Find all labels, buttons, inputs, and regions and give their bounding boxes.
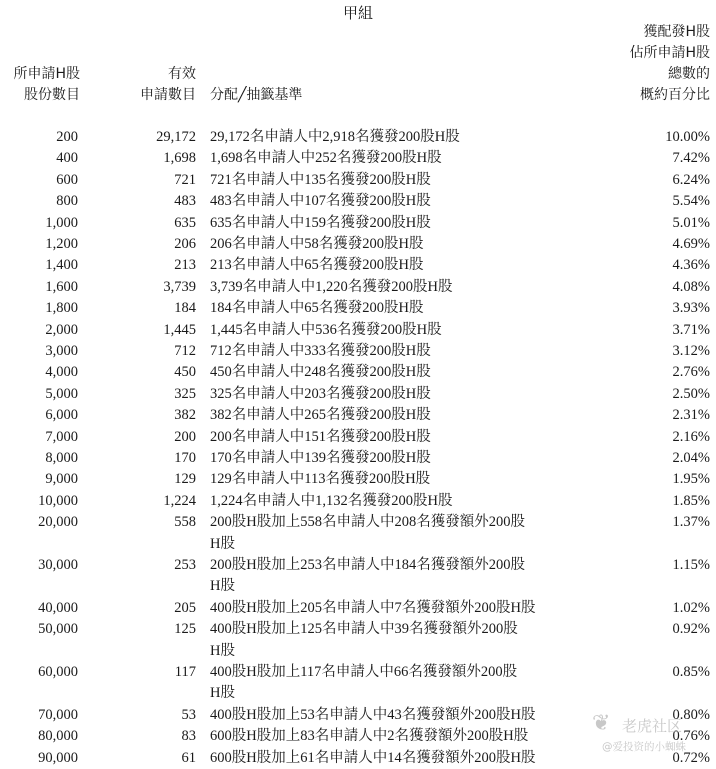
cell-approx-percentage: 0.72% bbox=[672, 749, 710, 766]
cell-allocation-basis bbox=[210, 662, 582, 705]
cell-valid-applications: 53 bbox=[181, 706, 196, 723]
cell-approx-percentage: 1.37% bbox=[672, 514, 710, 531]
header-approx-percentage-line2: 佔所申請H股 bbox=[629, 45, 710, 61]
table-row bbox=[0, 170, 716, 191]
header-approx-percentage-line3: 總數的 bbox=[668, 66, 710, 82]
table-row bbox=[0, 148, 716, 169]
allocation-basis-line: 600股H股加上83名申請人中2名獲發額外200股H股 bbox=[210, 728, 529, 745]
cell-valid-applications: 558 bbox=[174, 514, 196, 531]
table-row bbox=[0, 405, 716, 426]
cell-shares-applied: 7,000 bbox=[45, 428, 78, 445]
cell-valid-applications: 170 bbox=[174, 450, 196, 466]
cell-valid-applications: 253 bbox=[174, 557, 196, 573]
cell-allocation-basis bbox=[210, 512, 582, 555]
cell-allocation-basis bbox=[210, 427, 582, 448]
cell-allocation-basis bbox=[210, 448, 582, 469]
table-row bbox=[0, 234, 716, 255]
cell-valid-applications: 200 bbox=[174, 428, 196, 445]
cell-shares-applied: 4,000 bbox=[45, 364, 78, 381]
tiger-logo-icon: ❦ bbox=[592, 711, 611, 736]
allocation-basis-line: 1,224名申請人中1,132名獲發200股H股 bbox=[210, 492, 453, 509]
cell-allocation-basis bbox=[210, 320, 582, 341]
allocation-basis-line: 325名申請人中203名獲發200股H股 bbox=[210, 385, 431, 402]
cell-approx-percentage: 2.31% bbox=[672, 407, 710, 424]
cell-approx-percentage: 4.08% bbox=[672, 278, 710, 295]
table-row bbox=[0, 320, 716, 341]
cell-valid-applications: 1,224 bbox=[163, 492, 196, 509]
cell-allocation-basis bbox=[210, 362, 582, 383]
cell-valid-applications: 205 bbox=[174, 599, 196, 616]
cell-allocation-basis bbox=[210, 491, 582, 512]
allocation-basis-line: 600股H股加上61名申請人中14名獲發額外200股H股 bbox=[210, 749, 536, 766]
allocation-basis-line: 382名申請人中265名獲發200股H股 bbox=[210, 407, 431, 424]
cell-approx-percentage: 6.24% bbox=[672, 171, 710, 188]
header-approx-percentage bbox=[560, 22, 710, 106]
allocation-basis-line: H股 bbox=[210, 578, 235, 595]
table-row bbox=[0, 512, 716, 555]
cell-valid-applications: 450 bbox=[174, 364, 196, 381]
cell-shares-applied: 90,000 bbox=[38, 749, 78, 766]
allocation-basis-line: 129名申請人中113名獲發200股H股 bbox=[210, 471, 431, 488]
table-row bbox=[0, 191, 716, 212]
cell-valid-applications: 117 bbox=[174, 664, 196, 680]
cell-approx-percentage: 1.02% bbox=[672, 599, 710, 616]
table-row bbox=[0, 555, 716, 598]
cell-approx-percentage: 0.80% bbox=[672, 706, 710, 723]
header-valid-applications bbox=[100, 64, 196, 106]
table-row bbox=[0, 384, 716, 405]
cell-shares-applied: 3,000 bbox=[45, 343, 78, 359]
allocation-basis-line: 400股H股加上125名申請人中39名獲發額外200股 bbox=[210, 621, 518, 638]
cell-approx-percentage: 0.92% bbox=[672, 621, 710, 638]
cell-approx-percentage: 1.95% bbox=[672, 471, 710, 488]
cell-allocation-basis bbox=[210, 469, 582, 490]
cell-allocation-basis bbox=[210, 726, 582, 747]
cell-shares-applied: 800 bbox=[56, 193, 78, 210]
cell-allocation-basis bbox=[210, 127, 582, 148]
cell-allocation-basis bbox=[210, 384, 582, 405]
cell-shares-applied: 50,000 bbox=[38, 621, 78, 638]
cell-valid-applications: 3,739 bbox=[163, 278, 196, 295]
allocation-basis-line: 635名申請人中159名獲發200股H股 bbox=[210, 214, 431, 231]
table-row bbox=[0, 619, 716, 662]
cell-shares-applied: 600 bbox=[56, 171, 78, 188]
cell-shares-applied: 1,200 bbox=[45, 236, 78, 252]
cell-allocation-basis bbox=[210, 213, 582, 234]
allocation-basis-line: 200股H股加上558名申請人中208名獲發額外200股 bbox=[210, 514, 525, 531]
cell-valid-applications: 83 bbox=[181, 728, 196, 745]
table-row bbox=[0, 427, 716, 448]
cell-allocation-basis bbox=[210, 748, 582, 769]
table-row bbox=[0, 469, 716, 490]
table-row bbox=[0, 491, 716, 512]
watermark bbox=[592, 707, 712, 763]
cell-allocation-basis bbox=[210, 705, 582, 726]
cell-allocation-basis bbox=[210, 619, 582, 662]
cell-valid-applications: 1,445 bbox=[163, 321, 196, 338]
cell-shares-applied: 60,000 bbox=[38, 664, 78, 680]
cell-shares-applied: 20,000 bbox=[38, 514, 78, 531]
cell-allocation-basis bbox=[210, 341, 582, 362]
cell-allocation-basis bbox=[210, 148, 582, 169]
header-valid-applications-line2: 申請數目 bbox=[140, 87, 196, 103]
cell-valid-applications: 382 bbox=[174, 407, 196, 424]
cell-shares-applied: 8,000 bbox=[45, 450, 78, 466]
cell-shares-applied: 10,000 bbox=[38, 492, 78, 509]
cell-valid-applications: 206 bbox=[174, 236, 196, 252]
cell-shares-applied: 2,000 bbox=[45, 321, 78, 338]
table-row bbox=[0, 298, 716, 319]
cell-valid-applications: 635 bbox=[174, 214, 196, 231]
cell-shares-applied: 5,000 bbox=[45, 385, 78, 402]
cell-shares-applied: 200 bbox=[56, 129, 78, 145]
allocation-basis-line: 712名申請人中333名獲發200股H股 bbox=[210, 343, 431, 359]
cell-shares-applied: 1,800 bbox=[45, 300, 78, 317]
cell-allocation-basis bbox=[210, 298, 582, 319]
cell-approx-percentage: 5.01% bbox=[672, 214, 710, 231]
allocation-basis-line: 450名申請人中248名獲發200股H股 bbox=[210, 364, 431, 381]
cell-approx-percentage: 4.69% bbox=[672, 236, 710, 252]
page-title: 甲組 bbox=[342, 4, 373, 22]
cell-valid-applications: 129 bbox=[174, 471, 196, 488]
allocation-basis-line: 483名申請人中107名獲發200股H股 bbox=[210, 193, 431, 210]
cell-allocation-basis bbox=[210, 598, 582, 619]
header-approx-percentage-line4: 概約百分比 bbox=[640, 87, 710, 103]
watermark-name: 老虎社区 bbox=[622, 717, 683, 735]
cell-valid-applications: 1,698 bbox=[163, 150, 196, 167]
cell-valid-applications: 184 bbox=[174, 300, 196, 317]
allocation-basis-line: 400股H股加上117名申請人中66名獲發額外200股 bbox=[210, 664, 518, 680]
cell-allocation-basis bbox=[210, 255, 582, 276]
cell-valid-applications: 213 bbox=[174, 257, 196, 274]
allocation-basis-line: 200名申請人中151名獲發200股H股 bbox=[210, 428, 431, 445]
table-row bbox=[0, 213, 716, 234]
cell-shares-applied: 40,000 bbox=[38, 599, 78, 616]
allocation-basis-line: H股 bbox=[210, 535, 235, 552]
header-valid-applications-line1: 有效 bbox=[168, 66, 196, 82]
cell-approx-percentage: 3.93% bbox=[672, 300, 710, 317]
cell-shares-applied: 1,600 bbox=[45, 278, 78, 295]
allocation-basis-line: 206名申請人中58名獲發200股H股 bbox=[210, 236, 424, 252]
cell-approx-percentage: 2.16% bbox=[672, 428, 710, 445]
table-row bbox=[0, 277, 716, 298]
table-row bbox=[0, 598, 716, 619]
cell-valid-applications: 61 bbox=[181, 749, 196, 766]
cell-allocation-basis bbox=[210, 555, 582, 598]
cell-approx-percentage: 2.50% bbox=[672, 385, 710, 402]
cell-shares-applied: 1,000 bbox=[45, 214, 78, 231]
cell-approx-percentage: 3.71% bbox=[672, 321, 710, 338]
cell-approx-percentage: 2.04% bbox=[672, 450, 710, 466]
cell-approx-percentage: 4.36% bbox=[672, 257, 710, 274]
allocation-basis-line: 400股H股加上205名申請人中7名獲發額外200股H股 bbox=[210, 599, 536, 616]
allocation-basis-line: 3,739名申請人中1,220名獲發200股H股 bbox=[210, 278, 453, 295]
cell-shares-applied: 30,000 bbox=[38, 557, 78, 573]
table-row bbox=[0, 662, 716, 705]
cell-approx-percentage: 5.54% bbox=[672, 193, 710, 210]
allocation-basis-line: 184名申請人中65名獲發200股H股 bbox=[210, 300, 424, 317]
cell-valid-applications: 325 bbox=[174, 385, 196, 402]
cell-approx-percentage: 2.76% bbox=[672, 364, 710, 381]
cell-shares-applied: 70,000 bbox=[38, 706, 78, 723]
cell-shares-applied: 9,000 bbox=[45, 471, 78, 488]
cell-shares-applied: 1,400 bbox=[45, 257, 78, 274]
cell-approx-percentage: 0.76% bbox=[672, 728, 710, 745]
cell-valid-applications: 483 bbox=[174, 193, 196, 210]
cell-approx-percentage: 10.00% bbox=[665, 129, 710, 145]
header-shares-applied-line2: 股份數目 bbox=[24, 87, 80, 103]
allocation-basis-line: 200股H股加上253名申請人中184名獲發額外200股 bbox=[210, 557, 525, 573]
cell-valid-applications: 29,172 bbox=[156, 129, 196, 145]
allocation-basis-line: 1,445名申請人中536名獲發200股H股 bbox=[210, 321, 442, 338]
allocation-basis-line: 213名申請人中65名獲發200股H股 bbox=[210, 257, 424, 274]
cell-allocation-basis bbox=[210, 277, 582, 298]
cell-valid-applications: 712 bbox=[174, 343, 196, 359]
cell-approx-percentage: 1.85% bbox=[672, 492, 710, 509]
allocation-basis-line: 400股H股加上53名申請人中43名獲發額外200股H股 bbox=[210, 706, 536, 723]
table-row bbox=[0, 448, 716, 469]
cell-allocation-basis bbox=[210, 405, 582, 426]
allocation-basis-line: 721名申請人中135名獲發200股H股 bbox=[210, 171, 431, 188]
header-approx-percentage-line1: 獲配發H股 bbox=[643, 24, 710, 40]
cell-approx-percentage: 0.85% bbox=[672, 664, 710, 680]
cell-valid-applications: 721 bbox=[174, 171, 196, 188]
allocation-basis-line: 170名申請人中139名獲發200股H股 bbox=[210, 450, 431, 466]
cell-valid-applications: 125 bbox=[174, 621, 196, 638]
cell-allocation-basis bbox=[210, 234, 582, 255]
cell-shares-applied: 6,000 bbox=[45, 407, 78, 424]
table-row bbox=[0, 362, 716, 383]
allocation-basis-line: 1,698名申請人中252名獲發200股H股 bbox=[210, 150, 442, 167]
cell-shares-applied: 400 bbox=[56, 150, 78, 167]
header-shares-applied bbox=[0, 64, 80, 106]
watermark-handle: @爱投资的小蜘蛛 bbox=[602, 741, 686, 753]
header-allocation-basis: 分配╱抽籤基準 bbox=[210, 87, 303, 103]
cell-approx-percentage: 7.42% bbox=[672, 150, 710, 167]
table-row bbox=[0, 341, 716, 362]
cell-allocation-basis bbox=[210, 191, 582, 212]
header-shares-applied-line1: 所申請H股 bbox=[13, 66, 80, 82]
table-row bbox=[0, 255, 716, 276]
cell-approx-percentage: 3.12% bbox=[672, 343, 710, 359]
table-row bbox=[0, 127, 716, 148]
cell-approx-percentage: 1.15% bbox=[672, 557, 710, 573]
cell-allocation-basis bbox=[210, 170, 582, 191]
allocation-basis-line: 29,172名申請人中2,918名獲發200股H股 bbox=[210, 129, 460, 145]
allocation-basis-line: H股 bbox=[210, 642, 235, 659]
allocation-basis-line: H股 bbox=[210, 685, 235, 702]
cell-shares-applied: 80,000 bbox=[38, 728, 78, 745]
